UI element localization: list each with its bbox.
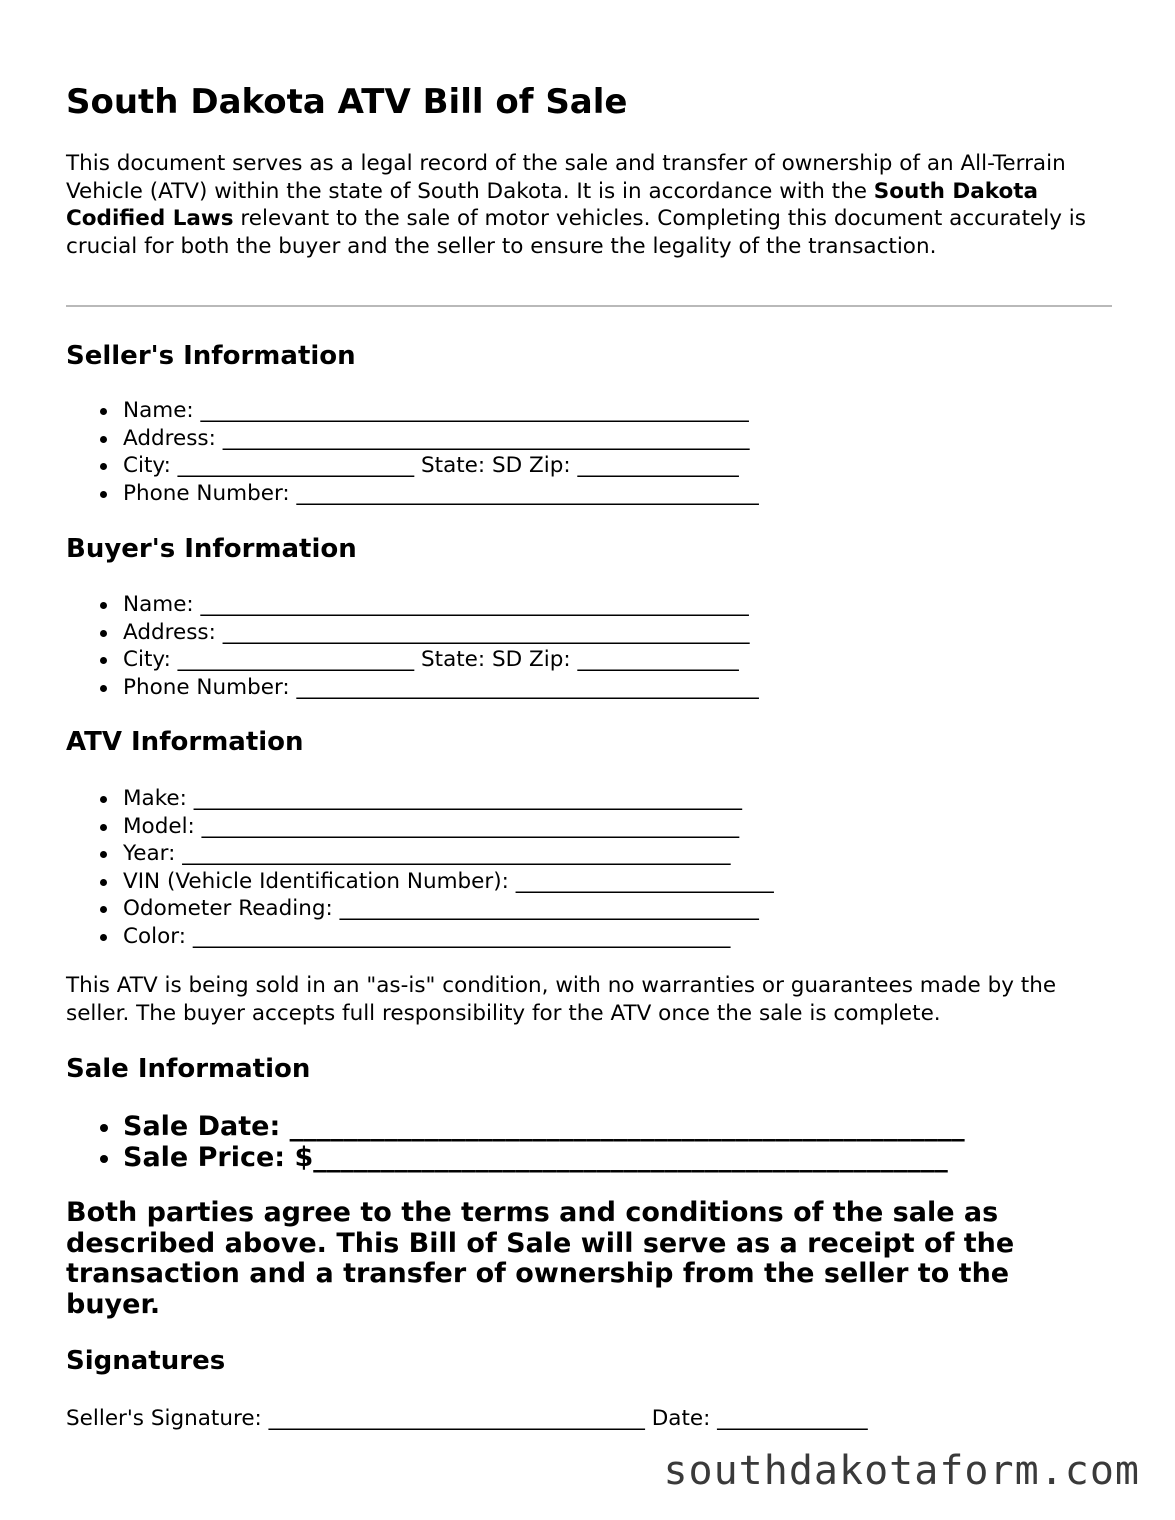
- signatures-heading: Signatures: [66, 1346, 226, 1376]
- intro-paragraph: [66, 150, 1116, 260]
- buyer-address-field[interactable]: Address: _________________________________________________: [66, 619, 759, 647]
- seller-signature-line[interactable]: Seller's Signature: ___________________________________ Date: ______________: [66, 1406, 868, 1431]
- sale-fields: [66, 1111, 965, 1173]
- buyer-fields: [66, 591, 759, 701]
- atv-make-field[interactable]: Make: ___________________________________________________: [66, 785, 774, 813]
- section-divider: [66, 305, 1112, 307]
- atv-fields: [66, 785, 774, 950]
- seller-phone-field[interactable]: Phone Number: ___________________________________________: [66, 480, 759, 508]
- seller-address-field[interactable]: Address: _________________________________________________: [66, 425, 759, 453]
- sale-price-field[interactable]: Sale Price: $_______________________________________________: [66, 1142, 965, 1173]
- as-is-note: This ATV is being sold in an "as-is" condition, with no warranties or guarantees made by the seller. The buyer accepts full responsibility for the ATV once the sale is complete.: [66, 973, 1057, 1026]
- seller-name-field[interactable]: Name: ___________________________________________________: [66, 397, 759, 425]
- seller-fields: [66, 397, 759, 507]
- atv-vin-field[interactable]: VIN (Vehicle Identification Number): ________________________: [66, 868, 774, 896]
- agreement-statement: Both parties agree to the terms and conditions of the sale as described above. This Bill of Sale will serve as a receipt of the transaction and a transfer of ownership from the seller to the buyer.: [66, 1197, 1015, 1320]
- sale-date-field[interactable]: Sale Date: __________________________________________________: [66, 1111, 965, 1142]
- buyer-city-state-zip-field[interactable]: City: ______________________ State: SD Zip: _______________: [66, 646, 759, 674]
- atv-year-field[interactable]: Year: ___________________________________________________: [66, 840, 774, 868]
- atv-heading: ATV Information: [66, 727, 304, 757]
- buyer-name-field[interactable]: Name: ___________________________________________________: [66, 591, 759, 619]
- intro-bold-laws: South Dakota Codified Laws: [66, 178, 1039, 231]
- intro-text-1: This document serves as a legal record of the sale and transfer of ownership of an All-Terrain Vehicle (ATV) within the state of South Dakota. It is in accordance with the: [66, 151, 1066, 204]
- page-title: South Dakota ATV Bill of Sale: [66, 82, 628, 122]
- sale-heading: Sale Information: [66, 1054, 311, 1084]
- atv-color-field[interactable]: Color: __________________________________________________: [66, 923, 774, 951]
- seller-heading: Seller's Information: [66, 341, 356, 371]
- buyer-phone-field[interactable]: Phone Number: ___________________________________________: [66, 674, 759, 702]
- atv-model-field[interactable]: Model: __________________________________________________: [66, 813, 774, 841]
- atv-odometer-field[interactable]: Odometer Reading: _______________________________________: [66, 895, 774, 923]
- intro-text-2: relevant to the sale of motor vehicles. Completing this document accurately is crucial for both the buyer and the seller to ensure the legality of the transaction.: [66, 206, 1086, 259]
- buyer-heading: Buyer's Information: [66, 534, 357, 564]
- site-watermark: southdakotaform.com: [663, 1448, 1140, 1494]
- seller-city-state-zip-field[interactable]: City: ______________________ State: SD Zip: _______________: [66, 452, 759, 480]
